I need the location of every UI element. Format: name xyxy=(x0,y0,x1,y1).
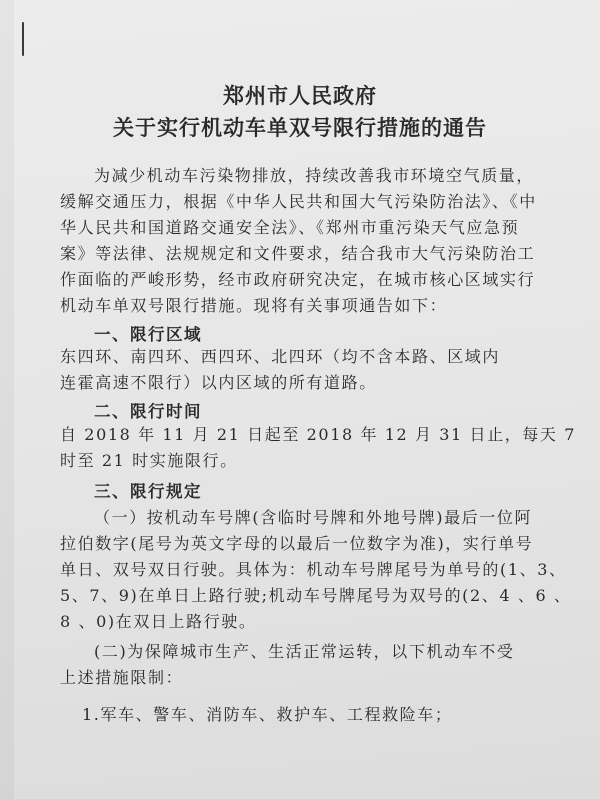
title-line-2: 关于实行机动车单双号限行措施的通告 xyxy=(113,115,487,140)
rules-item-2 xyxy=(60,639,515,691)
section-heading-time: 二、限行时间 xyxy=(94,402,202,421)
section-heading-rules: 三、限行规定 xyxy=(94,482,202,501)
section-line: 连霍高速不限行）以内区域的所有道路。 xyxy=(60,373,377,392)
section-time-body xyxy=(60,422,576,474)
rules-line: (二)为保障城市生产、生活正常运转，以下机动车不受 xyxy=(94,642,515,661)
intro-line: 机动车单双号限行措施。现将有关事项通告如下： xyxy=(60,296,448,315)
rules-item-1 xyxy=(60,505,572,635)
intro-line: 华人民共和国道路交通安全法》、《郑州市重污染天气应急预 xyxy=(60,218,520,237)
section-line: 自 2018 年 11 月 21 日起至 2018 年 12 月 31 日止，每天 7 xyxy=(60,425,576,444)
rules-line: 拉伯数字(尾号为英文字母的以最后一位数字为准)，实行单号 xyxy=(60,534,534,553)
title-line-1: 郑州市人民政府 xyxy=(223,83,377,108)
intro-paragraph xyxy=(60,163,537,319)
rules-line: 上述措施限制： xyxy=(60,668,184,687)
section-area-body xyxy=(60,344,500,396)
intro-line: 作面临的严峻形势，经市政府研究决定，在城市核心区域实行 xyxy=(60,270,536,289)
rules-sub-item-1: 1.军车、警车、消防车、救护车、工程救险车； xyxy=(82,705,453,724)
section-line: 东四环、南四环、西四环、北四环（均不含本路、区域内 xyxy=(60,347,501,366)
rules-line: 单日、双号双日行驶。具体为：机动车号牌尾号为单号的(1、3、 xyxy=(60,560,567,579)
rules-line: （一）按机动车号牌(含临时号牌和外地号牌)最后一位阿 xyxy=(94,508,533,527)
rules-line: 5、7、9)在单日上路行驶;机动车号牌尾号为双号的(2、4 、6 、 xyxy=(60,586,572,605)
pen-mark xyxy=(22,22,24,56)
intro-line: 案》等法律、法规规定和文件要求，结合我市大气污染防治工 xyxy=(60,244,536,263)
rules-line: 8 、0)在双日上路行驶。 xyxy=(60,612,257,631)
section-heading-area: 一、限行区域 xyxy=(94,325,202,344)
intro-line: 缓解交通压力，根据《中华人民共和国大气污染防治法》、《中 xyxy=(60,192,537,211)
section-line: 时至 21 时实施限行。 xyxy=(60,451,238,470)
intro-line: 为减少机动车污染物排放，持续改善我市环境空气质量， xyxy=(94,166,535,185)
